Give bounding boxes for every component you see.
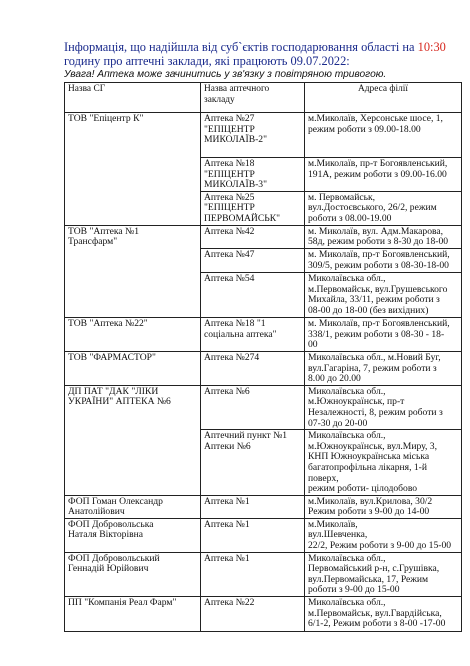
pharmacy-cell: Аптека №47 [201, 248, 305, 272]
pharmacy-cell: Аптека №274 [201, 351, 305, 385]
document-heading [64, 40, 454, 68]
address-cell: Миколаївська обл., Первомайський р-н, с.Грушівка, вул.Первомайська, 17, Режим роботи з 9-00 до 15-00 [305, 552, 462, 596]
pharmacy-cell: Аптека №1 [201, 495, 305, 518]
table-row [65, 385, 462, 429]
pharmacy-cell: Аптека №42 [201, 225, 305, 248]
pharmacy-cell: Аптека №6 [201, 385, 305, 429]
table-row [65, 351, 462, 385]
pharmacy-cell: Аптека №18 "ЕПІЦЕНТР МИКОЛАЇВ-3" [201, 158, 305, 192]
column-header-address: Адреса філії [305, 83, 462, 113]
heading-intro: Інформація, що надійшла від суб`єктів господарювання області на [64, 40, 418, 54]
pharmacy-cell: Аптека №22 [201, 597, 305, 632]
column-header-pharmacy: Назва аптечного закладу [201, 83, 305, 113]
address-cell: м.Миколаїв, пр-т Богоявленський, 191А, режим роботи з 09.00-16.00 [305, 158, 462, 192]
company-cell: ФОП Добровольський Геннадій Юрійович [65, 552, 201, 596]
heading-time: 10:30 [417, 40, 446, 54]
company-cell: ФОП Добровольська Наталя Вікторівна [65, 518, 201, 552]
pharmacy-cell: Аптека №1 [201, 518, 305, 552]
table-row [65, 518, 462, 552]
address-cell: м. Первомайськ, вул.Достоєвського, 26/2, режим роботи з 08.00-19.00 [305, 191, 462, 225]
company-cell: ФОП Гоман Олександр Анатолійович [65, 495, 201, 518]
pharmacy-cell: Аптека №18 "1 соціальна аптека" [201, 317, 305, 351]
pharmacy-table [64, 82, 462, 632]
address-cell: м. Миколаїв, пр-т Богоявленський, 338/1, режим роботи з 08-30 - 18- 00 [305, 317, 462, 351]
address-cell: Миколаївська обл., м.Первомайськ, вул.Грушевського Михайла, 33/11, режим роботи з 08-00 до 18-00 (без вихідних) [305, 272, 462, 317]
table-row [65, 495, 462, 518]
pharmacy-cell: Аптечний пункт №1 Аптеки №6 [201, 430, 305, 496]
pharmacy-cell: Аптека №1 [201, 552, 305, 596]
table-row [65, 225, 462, 248]
table-row [65, 317, 462, 351]
table-row [65, 597, 462, 632]
company-cell: ПП "Компанія Реал Фарм" [65, 597, 201, 632]
pharmacy-cell: Аптека №25 "ЕПІЦЕНТР ПЕРВОМАЙСЬК" [201, 191, 305, 225]
company-cell: ТОВ "Аптека №22" [65, 317, 201, 351]
address-cell: м.Миколаїв, вул.Крилова, 30/2 Режим роботи з 9-00 до 14-00 [305, 495, 462, 518]
address-cell: Миколаївська обл., м.Первомайськ, вул.Гвардійська, 6/1-2, Режим роботи з 8-00 -17-00 [305, 597, 462, 632]
address-cell: м. Миколаїв, пр-т Богоявленський, 309/5, режим роботи з 08-30-18-00 [305, 248, 462, 272]
table-row [65, 552, 462, 596]
pharmacy-cell: Аптека №27 "ЕПІЦЕНТР МИКОЛАЇВ-2" [201, 113, 305, 158]
address-cell: м.Миколаїв, Херсонське шосе, 1, режим роботи з 09.00-18.00 [305, 113, 462, 158]
heading-rest: годину про аптечні заклади, які працюють 09.07.2022: [64, 54, 350, 68]
company-cell: ТОВ "Аптека №1 Трансфарм" [65, 225, 201, 317]
table-header-row [65, 83, 462, 113]
address-cell: Миколаївська обл., м.Новий Буг, вул.Гагаріна, 7, режим роботи з 8.00 до 20.00 [305, 351, 462, 385]
address-cell: м. Миколаїв, вул. Адм.Макарова, 58д, режим роботи з 8-30 до 18-00 [305, 225, 462, 248]
table-body [65, 113, 462, 632]
company-cell: ДП ПАТ "ДАК "ЛІКИ УКРАЇНИ" АПТЕКА №6 [65, 385, 201, 495]
company-cell: ТОВ "Епіцентр К" [65, 113, 201, 226]
column-header-company: Назва СГ [65, 83, 201, 113]
table-row [65, 113, 462, 158]
address-cell: Миколаївська обл., м.Южноукраїнськ, вул.Миру, 3, КНП Южноукраїнська міська багатопрофільна лікарня, 1-й поверх, режим роботи- цілодобово [305, 430, 462, 496]
company-cell: ТОВ "ФАРМАСТОР" [65, 351, 201, 385]
air-raid-warning: Увага! Аптека може зачинитись у зв'язку з повітряною тривогою. [64, 69, 387, 80]
address-cell: м.Миколаїв, вул.Шевченка, 22/2, Режим роботи з 9-00 до 15-00 [305, 518, 462, 552]
address-cell: Миколаївська обл., м.Южноукраїнськ, пр-т Незалежності, 8, режим роботи з 07-30 до 20-00 [305, 385, 462, 429]
pharmacy-cell: Аптека №54 [201, 272, 305, 317]
